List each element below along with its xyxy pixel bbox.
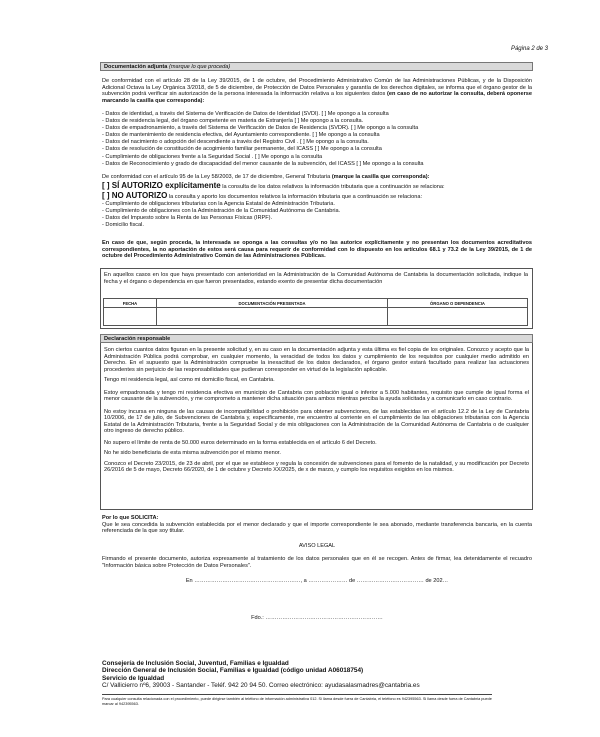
consent-warning: En caso de que, según proceda, la interesada se oponga a las consultas y/o no las autorice explícitamente y no presentan los documentos acreditativos correspondientes, la no aportación de estos será causa para requerir de conformidad con lo dispuesto en los artículos 68.1 y 73.2 de la Ley 39/2015, de 1 de octubre del Procedimiento Administrativo Común de las Administraciones Públicas. xyxy=(102,240,532,260)
consent-item[interactable]: - Datos de Reconocimiento y grado de discapacidad del menor causante de la subvención, del ICASS [ ] Me opongo a la consulta xyxy=(102,160,424,167)
footer-small-print: Para cualquier consulta relacionada con el procedimiento, puede dirigirse también al teléfono de información administrativa 012. Si llama desde fuera de Cantabria, el teléfono es 942395563. Si llama desde fuera de Cantabria puede marcar al 942395563. xyxy=(102,697,492,706)
column-header-office: ÓRGANO O DEPENDENCIA xyxy=(388,299,528,308)
consent-item[interactable]: - Cumplimiento de obligaciones frente a la Seguridad Social . [ ] Me opongo a la consulta xyxy=(102,153,323,160)
tax-item: - Domicilio fiscal. xyxy=(102,222,144,228)
footer-divider xyxy=(102,694,492,695)
intro-bold-text: (en caso de no autorizar la consulta, deberá oponerse marcando la casilla que corresponda): xyxy=(102,91,532,104)
section-title-note: (marque lo que proceda) xyxy=(168,64,231,70)
no-authorize-option[interactable] xyxy=(102,192,532,202)
prior-docs-text: En aquellos casos en los que haya presentado con anterioridad en la Administración de la Comunidad Autónoma de Cantabria la documentación solicitada, indique la fecha y el órgano o dependencia en que fueron presentados, estando exento de presentar dicha documentación xyxy=(104,272,528,285)
consent-items-list xyxy=(102,111,532,168)
footer-department: Consejería de Inclusión Social, Juventud, Familias e Igualdad xyxy=(102,660,289,667)
column-header-date: FECHA xyxy=(104,299,157,308)
tax-authorization xyxy=(102,182,532,201)
footer-directorate: Dirección General de Inclusión Social, Familias e Igualdad (código unidad A06018754) xyxy=(102,667,364,675)
consent-item[interactable]: - Datos de mantenimiento de residencia efectiva, del Ayuntamiento correspondiente. [ ] Me opongo a la consulta xyxy=(102,132,380,139)
declaration-paragraph: Estoy empadronada y tengo mi residencia efectiva en municipio de Cantabria con población igual o inferior a 5.000 habitantes, requisito que cumple de igual forma el menor causante de la subvención, y me comprometo a mantener dicha situación para ambos mientras perciba la ayuda solicitada y a comunicarlo en caso contrario. xyxy=(104,389,529,402)
tax-intro xyxy=(102,174,532,181)
request-text: Que le sea concedida la subvención establecida por el menor declarado y que el importe correspondiente le sea abonado, mediante transferencia bancaria, en la cuenta referenciada de la que soy titular. xyxy=(102,521,532,535)
section-title: Documentación adjunta xyxy=(104,64,168,70)
tax-intro-text: De conformidad con el artículo 95 de la Ley 58/2003, de 17 de diciembre, General Tributaria xyxy=(102,174,331,180)
tax-item: - Cumplimiento de obligaciones con la Administración de la Comunidad Autónoma de Cantabria. xyxy=(102,208,341,214)
declaration-paragraph: No he sido beneficiaria de esta misma subvención por el mismo menor. xyxy=(104,450,281,456)
declaration-paragraph: No estoy incursa en ninguna de las causas de incompatibilidad o prohibición para obtener subvenciones, de las establecidas en el artículo 12.2 de la Ley de Cantabria 10/2006, de 17 de julio, de Subvenciones de Cantabria y, específicamente, me encuentro al corriente en el cumplimiento de las obligaciones tributarias con la Agencia Estatal de la Administración Tributaria, frente a la Seguridad Social y de mis obligaciones con la Administración de la Comunidad Autónoma de Cantabria o de cualquier otro ingreso de derecho público. xyxy=(104,408,529,434)
authorize-label[interactable]: [ ] SÍ AUTORIZO explícitamente xyxy=(102,181,221,190)
declaration-body xyxy=(104,347,529,474)
date-cell-input[interactable] xyxy=(104,308,157,326)
footer xyxy=(102,660,532,690)
place-date-line[interactable]: En …………………………………………………, a ………………… de ……………………………… de 202… xyxy=(185,578,449,584)
footer-address: C/ Vallicierro nº6, 39003 - Santander - Teléf. 942 20 94 50. Correo electrónico: ayudasalasmadres@cantabria.es xyxy=(102,682,420,690)
consent-intro xyxy=(102,78,532,104)
column-header-document: DOCUMENTACIÓN PRESENTADA xyxy=(157,299,388,308)
consent-item[interactable]: - Datos de resolución de constitución de acogimiento familiar permanente, del ICASS [ ] Me opongo a la consulta xyxy=(102,146,382,153)
section-header-declaration xyxy=(100,334,533,343)
declaration-paragraph: Conozco el Decreto 23/2015, de 23 de abril, por el que se establece y regula la concesión de subvenciones para el fomento de la natalidad, y su modificación por Decreto 26/2016 de 5 de mayo, Decreto 66/2020, de 1 de octubre y Decreto XX/2025, de x de marzo, y cumplo los requisitos exigidos en los mismos. xyxy=(104,460,529,473)
tax-item: - Cumplimiento de obligaciones tributarias con la Agencia Estatal de Administración Tributaria. xyxy=(102,201,335,207)
request-label: Por lo que SOLICITA: xyxy=(102,515,159,521)
request-block xyxy=(102,515,532,535)
consent-item[interactable]: - Datos de empadronamiento, a través del Sistema de Verificación de Datos de Residencia (SVDR). [ ] Me opongo a la consulta xyxy=(102,125,419,132)
footer-service: Servicio de Igualdad xyxy=(102,674,165,682)
prior-docs-table xyxy=(103,298,528,326)
office-cell-input[interactable] xyxy=(388,308,528,326)
legal-notice-title: AVISO LEGAL xyxy=(298,543,336,549)
consent-item[interactable]: - Datos de residencia legal, del órgano competente en materia de Extranjería [ ] Me opongo a la consulta. xyxy=(102,118,364,125)
declaration-paragraph: Son ciertos cuantos datos figuran en la presente solicitud y, en su caso en la documentación adjunta y esta última es fiel copia de los originales. Conozco y acepto que la Administración Pública podrá comprobar, en cualquier momento, la veracidad de todos los datos y cumplimiento de los requisitos por cualquier medio admitido en Derecho. En el supuesto que la Administración compruebe la inexactitud de los datos declarados, el órgano gestor estará facultado para realizar las actuaciones procedentes sin perjuicio de las responsabilidades que pudieran corresponder en virtud de la legislación aplicable. xyxy=(104,347,529,373)
tax-intro-bold: (marque la casilla que corresponda): xyxy=(331,174,430,180)
consent-item[interactable]: - Datos del nacimiento o adopción del descendiente a través del Registro Civil . [ ] Me opongo a la consulta. xyxy=(102,139,369,146)
page-number: Página 2 de 3 xyxy=(510,46,548,52)
intro-text: De conformidad con el artículo 28 de la Ley 39/2015, de 1 de octubre, del Procedimiento Administrativo Común de las Administraciones Públicas, y de la Disposición Adicional Octava la Ley Orgánica 3/2018, de 5 de diciembre, de Protección de Datos Personales y garantía de los derechos digitales, se informa que el órgano gestor de la subvención podrá verificar sin autorización de la persona interesada la información relativa a los siguientes datos xyxy=(102,78,532,98)
signature-line[interactable]: Fdo.: ……………………………………………………… xyxy=(251,615,383,621)
no-authorize-label[interactable]: [ ] NO AUTORIZO xyxy=(102,190,168,200)
consent-item[interactable]: - Datos de identidad, a través del Sistema de Verificación de Datos de Identidad (SVDI). [ ] Me opongo a la consulta xyxy=(102,111,389,117)
document-cell-input[interactable] xyxy=(157,308,388,326)
section-header-documentation xyxy=(100,62,533,71)
no-authorize-text: la consulta y aporto los documentos relativos la información tributaria que a continuación se relaciona: xyxy=(168,193,422,200)
tax-items-list xyxy=(102,201,532,229)
legal-notice-text: Firmando el presente documento, autoriza expresamente al tratamiento de los datos personales que en él se recogen. Antes de firmar, lea detenidamente el recuadro "Información básica sobre Protección de Datos Personales". xyxy=(102,556,532,569)
authorize-text: la consulta de los datos relativos la información tributaria que a continuación se relaciona: xyxy=(222,184,445,190)
declaration-paragraph: No supero el límite de renta de 50.000 euros determinado en la forma establecida en el artículo 6 del Decreto. xyxy=(104,439,377,446)
section-title: Declaración responsable xyxy=(104,336,171,342)
declaration-paragraph: Tengo mi residencia legal, así como mi domicilio fiscal, en Cantabria. xyxy=(104,377,275,383)
tax-item: - Datos del Impuesto sobre la Renta de las Personas Físicas (IRPF). xyxy=(102,215,273,221)
